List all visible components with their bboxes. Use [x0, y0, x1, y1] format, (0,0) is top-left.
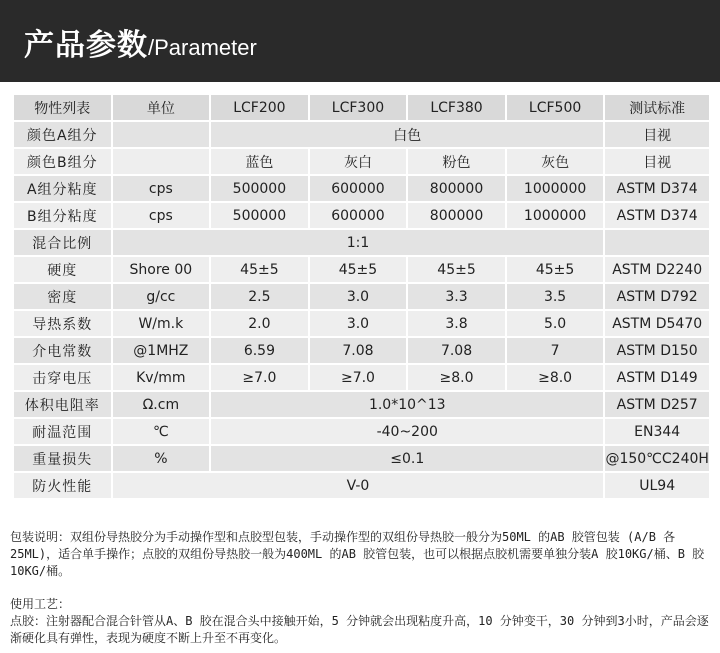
unit-cell: ℃ [113, 419, 210, 444]
table-row [14, 203, 709, 228]
value-cell: 45±5 [211, 257, 308, 282]
standard-cell: @150℃C240H [605, 446, 709, 471]
unit-cell: cps [113, 176, 210, 201]
property-name: B组分粘度 [14, 203, 111, 228]
value-cell: 600000 [310, 176, 407, 201]
value-cell: 5.0 [507, 311, 604, 336]
value-cell: 粉色 [408, 149, 505, 174]
value-cell: 7 [507, 338, 604, 363]
parameter-table [12, 93, 711, 500]
table-row [14, 122, 709, 147]
table-row [14, 473, 709, 498]
column-header: LCF300 [310, 95, 407, 120]
unit-cell: W/m.k [113, 311, 210, 336]
column-header: LCF380 [408, 95, 505, 120]
property-name: 耐温范围 [14, 419, 111, 444]
standard-cell: UL94 [605, 473, 709, 498]
standard-cell: EN344 [605, 419, 709, 444]
standard-cell: ASTM D374 [605, 176, 709, 201]
unit-cell [113, 149, 210, 174]
title-en: /Parameter [148, 35, 257, 60]
value-cell: 800000 [408, 203, 505, 228]
standard-cell: ASTM D150 [605, 338, 709, 363]
value-cell: 500000 [211, 203, 308, 228]
value-cell: 800000 [408, 176, 505, 201]
notes-section [10, 529, 715, 647]
table-row [14, 446, 709, 471]
value-cell: 600000 [310, 203, 407, 228]
value-cell: 蓝色 [211, 149, 308, 174]
standard-cell [605, 230, 709, 255]
table-row [14, 149, 709, 174]
unit-cell [113, 122, 210, 147]
table-row [14, 176, 709, 201]
value-cell: 1.0*10^13 [211, 392, 603, 417]
value-cell: 45±5 [310, 257, 407, 282]
table-row [14, 419, 709, 444]
property-name: 颜色B组分 [14, 149, 111, 174]
property-name: 防火性能 [14, 473, 111, 498]
value-cell: 1000000 [507, 203, 604, 228]
value-cell: 7.08 [310, 338, 407, 363]
value-cell: 6.59 [211, 338, 308, 363]
header-banner [0, 0, 720, 82]
value-cell: ≥8.0 [507, 365, 604, 390]
value-cell: 1000000 [507, 176, 604, 201]
property-name: 颜色A组分 [14, 122, 111, 147]
property-name: 重量损失 [14, 446, 111, 471]
value-cell: 2.0 [211, 311, 308, 336]
value-cell: V-0 [113, 473, 604, 498]
property-name: 击穿电压 [14, 365, 111, 390]
value-cell: 7.08 [408, 338, 505, 363]
unit-cell: Kv/mm [113, 365, 210, 390]
table-row [14, 365, 709, 390]
property-name: 混合比例 [14, 230, 111, 255]
column-header: 测试标准 [605, 95, 709, 120]
unit-cell: % [113, 446, 210, 471]
property-name: 硬度 [14, 257, 111, 282]
table-row [14, 392, 709, 417]
page-title [24, 20, 257, 64]
standard-cell: 目视 [605, 149, 709, 174]
unit-cell: g/cc [113, 284, 210, 309]
value-cell: ≥7.0 [211, 365, 308, 390]
value-cell: 3.5 [507, 284, 604, 309]
column-header: 单位 [113, 95, 210, 120]
value-cell: 灰色 [507, 149, 604, 174]
standard-cell: 目视 [605, 122, 709, 147]
value-cell: 灰白 [310, 149, 407, 174]
table-row [14, 338, 709, 363]
table-row [14, 284, 709, 309]
packaging-note: 包装说明：双组份导热胶分为手动操作型和点胶型包装，手动操作型的双组份导热胶一般分为50ML 的AB 胶管包装 (A/B 各25ML)，适合单手操作；点胶的双组份导热胶一般为400ML 的AB 胶管包装，也可以根据点胶机需要单独分装A 胶10KG/桶、B 胶10KG/桶。 [10, 530, 705, 578]
unit-cell: @1MHZ [113, 338, 210, 363]
unit-cell: Ω.cm [113, 392, 210, 417]
column-header: LCF200 [211, 95, 308, 120]
table-row [14, 230, 709, 255]
standard-cell: ASTM D5470 [605, 311, 709, 336]
table-row [14, 311, 709, 336]
value-cell: ≥8.0 [408, 365, 505, 390]
value-cell: 3.0 [310, 284, 407, 309]
usage-title: 使用工艺： [10, 597, 71, 611]
value-cell: 500000 [211, 176, 308, 201]
value-cell: 3.0 [310, 311, 407, 336]
value-cell: ≥7.0 [310, 365, 407, 390]
title-zh: 产品参数 [24, 28, 148, 63]
column-header: 物性列表 [14, 95, 111, 120]
value-cell: 白色 [211, 122, 603, 147]
property-name: 导热系数 [14, 311, 111, 336]
property-name: 体积电阻率 [14, 392, 111, 417]
value-cell: 3.8 [408, 311, 505, 336]
usage-note: 点胶：注射器配合混合针管从A、B 胶在混合头中接触开始，5 分钟就会出现粘度升高，10 分钟变干，30 分钟到3小时，产品会逐渐硬化具有弹性，表现为硬度不断上升至不再变化。 [10, 614, 709, 645]
standard-cell: ASTM D257 [605, 392, 709, 417]
table-header-row [14, 95, 709, 120]
column-header: LCF500 [507, 95, 604, 120]
unit-cell: cps [113, 203, 210, 228]
standard-cell: ASTM D2240 [605, 257, 709, 282]
unit-cell: Shore 00 [113, 257, 210, 282]
value-cell: 3.3 [408, 284, 505, 309]
standard-cell: ASTM D792 [605, 284, 709, 309]
property-name: 介电常数 [14, 338, 111, 363]
value-cell: 45±5 [408, 257, 505, 282]
standard-cell: ASTM D149 [605, 365, 709, 390]
value-cell: -40~200 [211, 419, 603, 444]
property-name: 密度 [14, 284, 111, 309]
value-cell: ≤0.1 [211, 446, 603, 471]
property-name: A组分粘度 [14, 176, 111, 201]
value-cell: 1:1 [113, 230, 604, 255]
standard-cell: ASTM D374 [605, 203, 709, 228]
table-row [14, 257, 709, 282]
value-cell: 2.5 [211, 284, 308, 309]
value-cell: 45±5 [507, 257, 604, 282]
